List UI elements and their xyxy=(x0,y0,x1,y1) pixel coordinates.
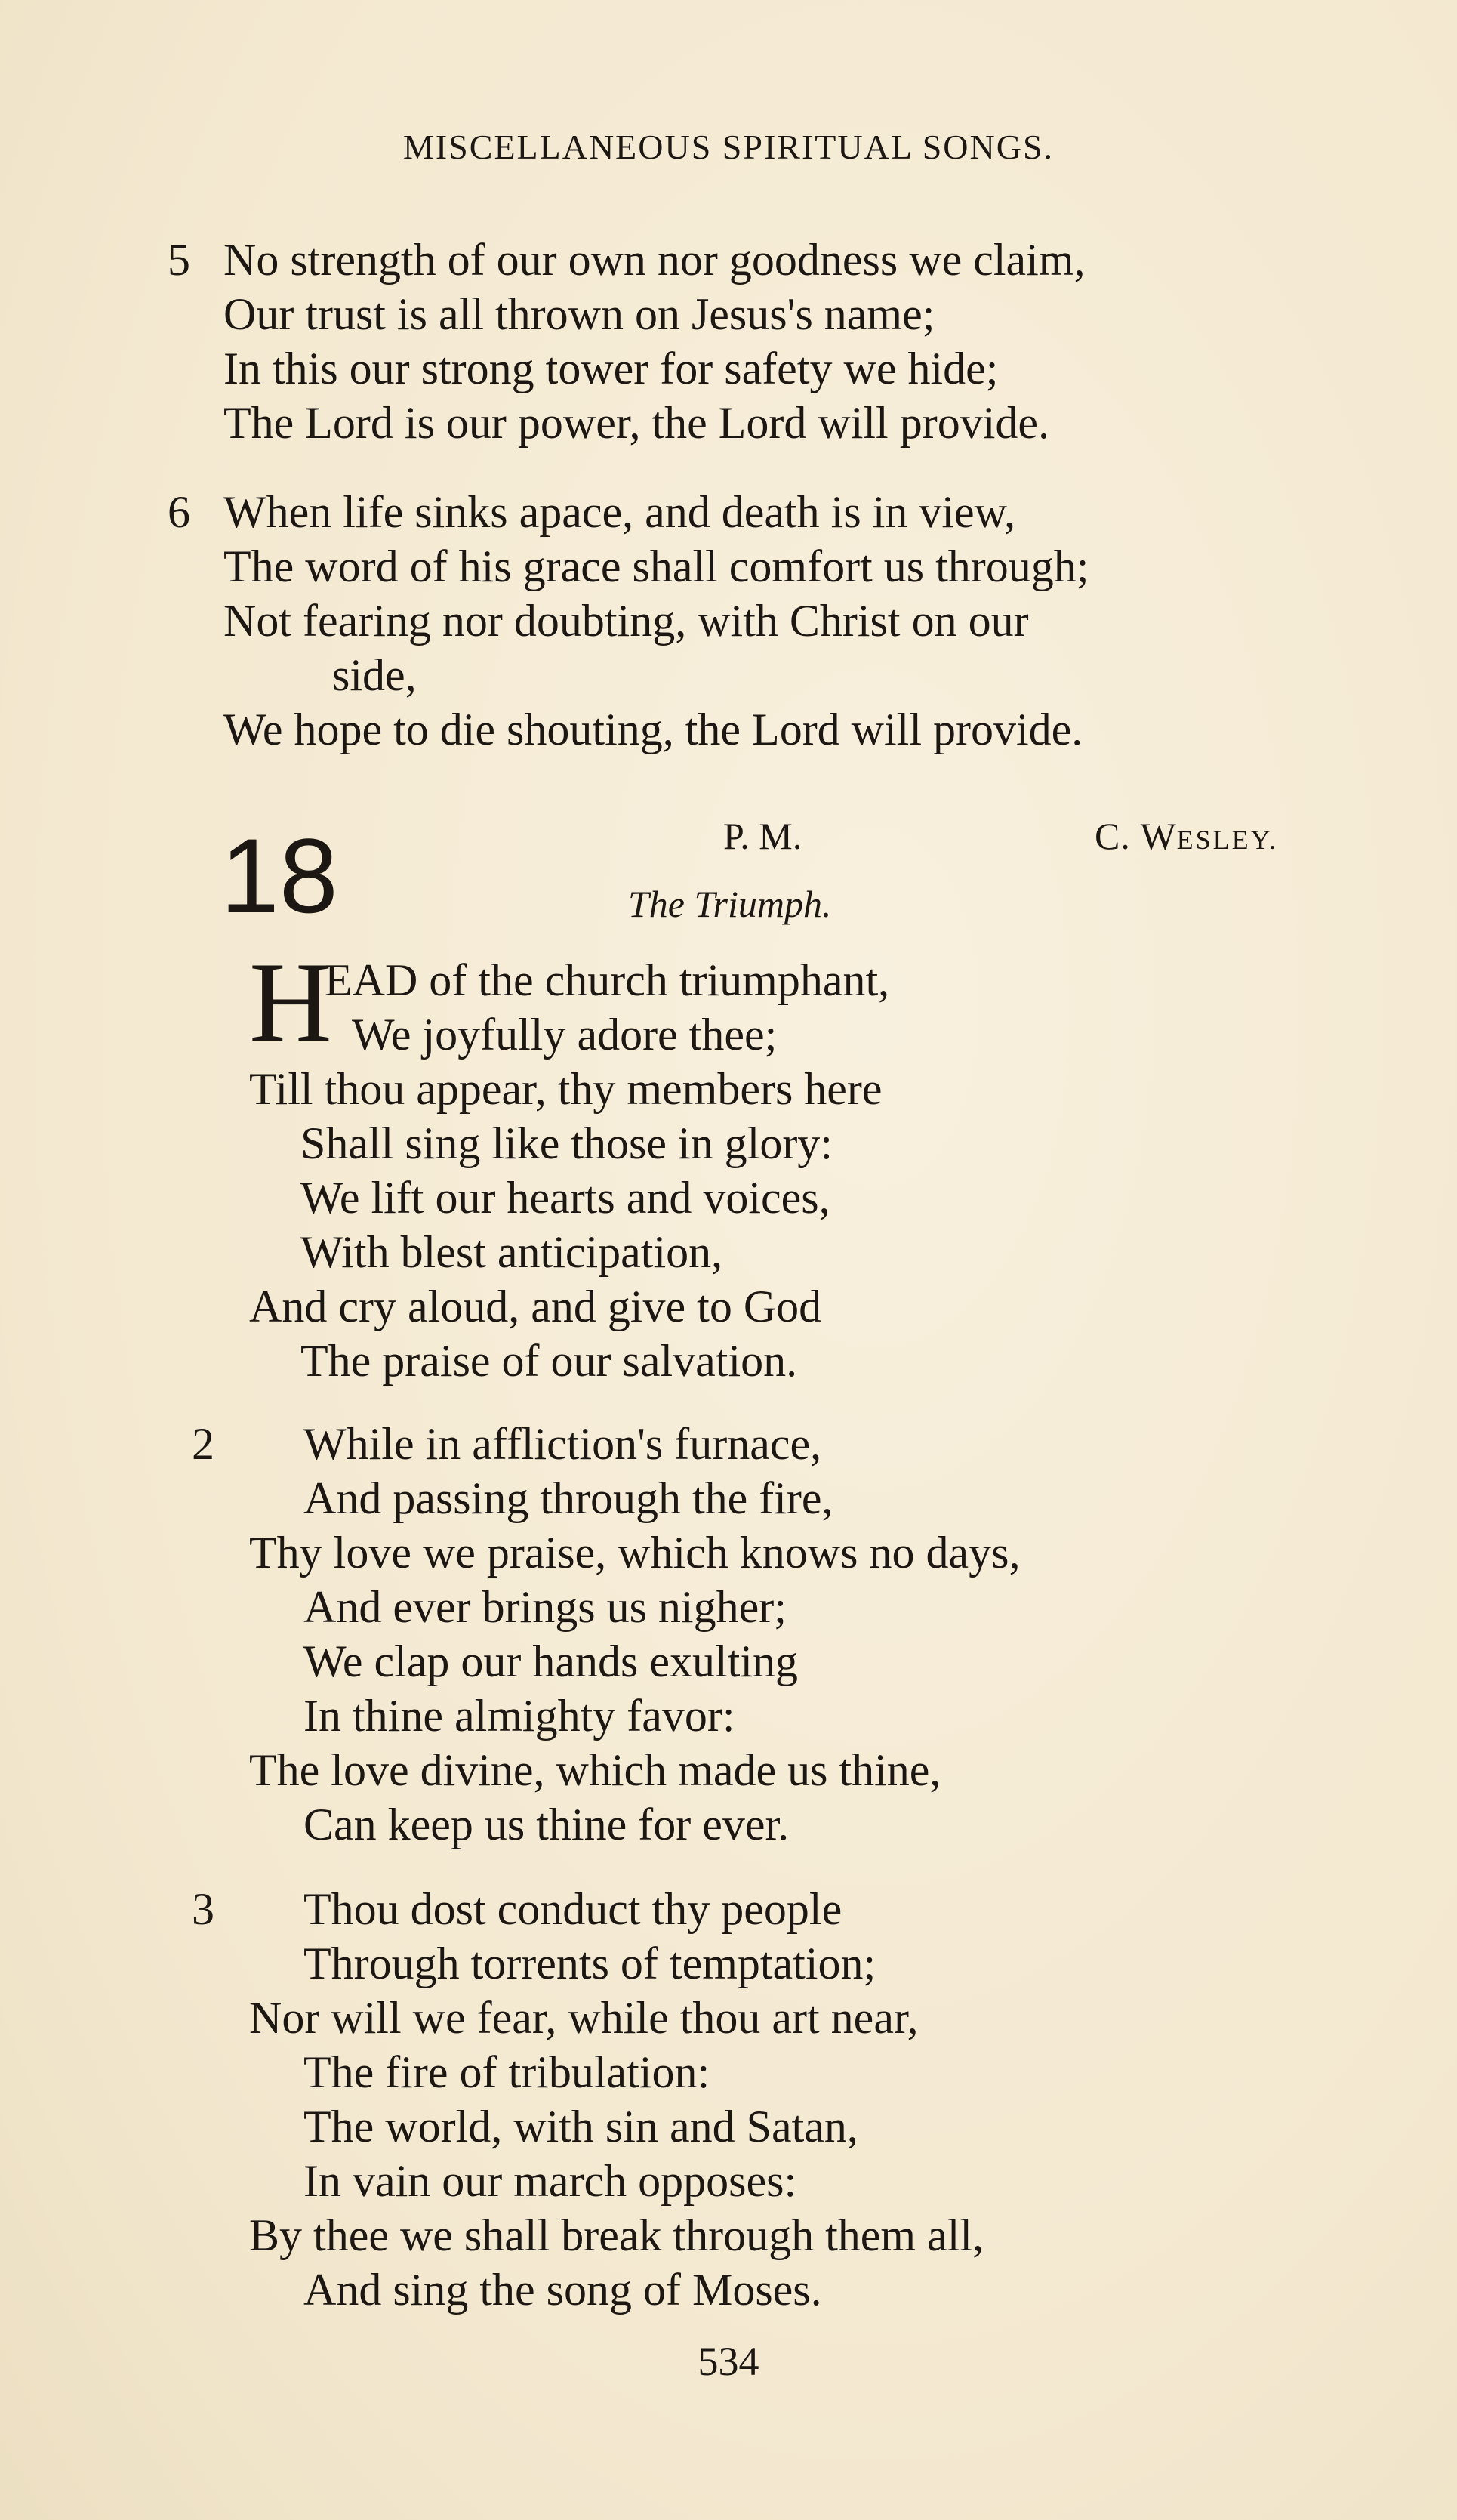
verse-line: In vain our march opposes: xyxy=(303,2156,797,2206)
verse-line: Thy love we praise, which knows no days, xyxy=(249,1528,1021,1578)
verse-line: The fire of tribulation: xyxy=(303,2047,710,2097)
verse-line: The word of his grace shall comfort us through; xyxy=(223,541,1089,591)
verse-line: EAD of the church triumphant, xyxy=(325,955,890,1005)
verse-line: And ever brings us nigher; xyxy=(303,1582,787,1632)
verse-line: The praise of our salvation. xyxy=(300,1336,798,1386)
verse-line: The world, with sin and Satan, xyxy=(303,2102,858,2151)
verse-line: We joyfully adore thee; xyxy=(352,1010,778,1060)
page-number: 534 xyxy=(698,2339,759,2384)
running-header: MISCELLANEOUS SPIRITUAL SONGS. xyxy=(402,128,1055,166)
hymn-meter: P. M. xyxy=(723,815,802,857)
drop-cap: H xyxy=(249,939,332,1066)
verse-line: Shall sing like those in glory: xyxy=(300,1118,833,1168)
author-initial: C. W xyxy=(1095,815,1177,857)
verse-line: Thou dost conduct thy people xyxy=(303,1884,842,1934)
verse-line: In thine almighty favor: xyxy=(303,1691,735,1741)
verse-line: And sing the song of Moses. xyxy=(303,2265,822,2315)
verse-line: Not fearing nor doubting, with Christ on our xyxy=(223,596,1029,646)
verse-line: side, xyxy=(332,650,417,700)
verse-number-5: 5 xyxy=(168,235,190,285)
verse-number-3: 3 xyxy=(192,1884,214,1934)
verse-line: While in affliction's furnace, xyxy=(303,1419,822,1469)
verse-line: With blest anticipation, xyxy=(300,1227,723,1277)
verse-line: By thee we shall break through them all, xyxy=(249,2210,984,2260)
verse-line: Can keep us thine for ever. xyxy=(303,1800,790,1849)
author-rest: ESLEY. xyxy=(1176,825,1278,855)
verse-line: In this our strong tower for safety we hide; xyxy=(223,344,999,393)
verse-line: When life sinks apace, and death is in view, xyxy=(223,487,1016,537)
verse-line: The love divine, which made us thine, xyxy=(249,1745,941,1795)
verse-line: The Lord is our power, the Lord will provide. xyxy=(223,398,1050,448)
verse-line: We hope to die shouting, the Lord will provide. xyxy=(223,705,1083,754)
hymn-number: 18 xyxy=(220,816,338,935)
verse-line: Our trust is all thrown on Jesus's name; xyxy=(223,289,935,339)
verse-number-6: 6 xyxy=(168,487,190,537)
hymn-title: The Triumph. xyxy=(628,883,832,925)
verse-line: We lift our hearts and voices, xyxy=(300,1173,830,1223)
verse-line: Through torrents of temptation; xyxy=(303,1939,876,1988)
verse-line: We clap our hands exulting xyxy=(303,1636,798,1686)
verse-line: Nor will we fear, while thou art near, xyxy=(249,1993,919,2043)
verse-line: Till thou appear, thy members here xyxy=(249,1064,883,1114)
verse-line: And passing through the fire, xyxy=(303,1473,833,1523)
verse-line: And cry aloud, and give to God xyxy=(249,1282,822,1331)
verse-number-2: 2 xyxy=(192,1419,214,1469)
verse-line: No strength of our own nor goodness we claim, xyxy=(223,235,1086,285)
hymn-author xyxy=(1095,814,1278,858)
